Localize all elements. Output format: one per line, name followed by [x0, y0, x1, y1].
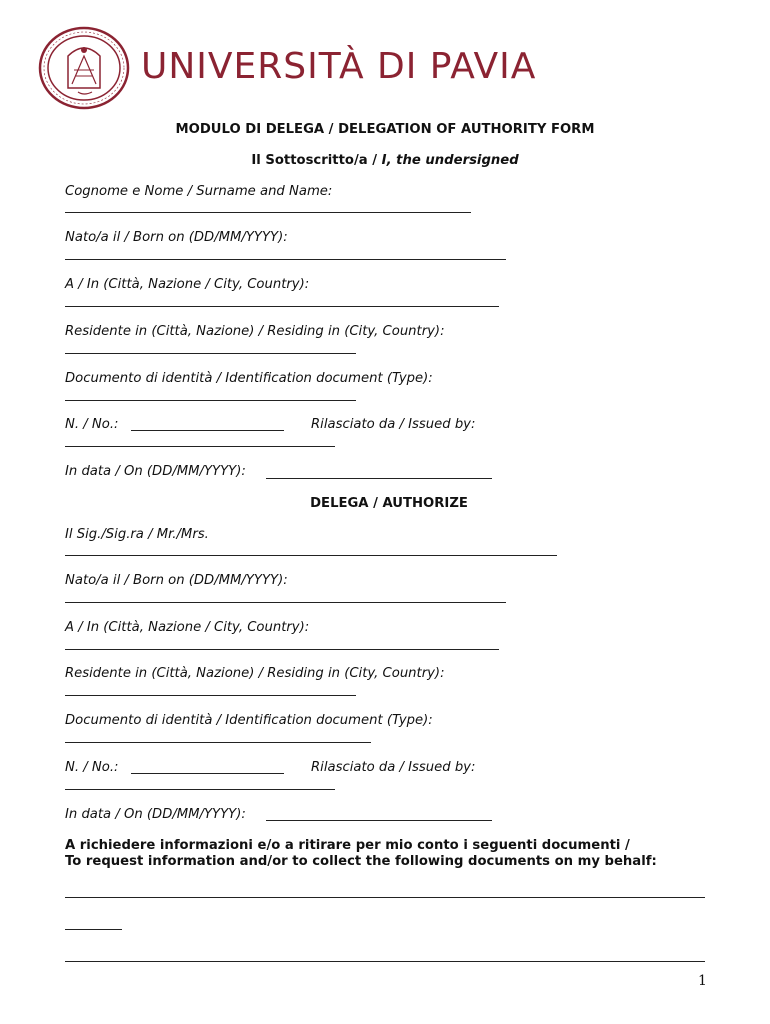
undersigned-heading [0, 153, 770, 169]
documents-line-2[interactable] [65, 961, 705, 962]
delegator-born-field[interactable] [65, 259, 506, 260]
delegate-doc-label: Documento di identità / Identification document (Type): [65, 713, 433, 728]
undersigned-it: Il Sottoscritto/a / [251, 153, 382, 168]
request-it: A richiedere informazioni e/o a ritirare per mio conto i seguenti documenti / [65, 838, 630, 853]
documents-line-1-continued[interactable] [65, 929, 122, 930]
delegate-doc-field[interactable] [65, 742, 371, 743]
request-en: To request information and/or to collect the following documents on my behalf: [65, 854, 657, 869]
delegate-date-label: In data / On (DD/MM/YYYY): [65, 807, 246, 822]
delegator-issued-label: Rilasciato da / Issued by: [311, 417, 476, 432]
university-seal-icon [38, 26, 130, 110]
form-title: MODULO DI DELEGA / DELEGATION OF AUTHORITY FORM [175, 122, 595, 137]
delegate-no-label: N. / No.: [65, 760, 119, 775]
delegate-name-label: Il Sig./Sig.ra / Mr./Mrs. [65, 527, 209, 542]
delegate-place-field[interactable] [65, 649, 499, 650]
delegate-name-field[interactable] [65, 555, 557, 556]
delegator-place-label: A / In (Città, Nazione / City, Country): [65, 277, 310, 292]
delegator-doc-field[interactable] [65, 400, 356, 401]
delegate-no-field[interactable] [131, 773, 284, 774]
delegator-place-field[interactable] [65, 306, 499, 307]
delegate-issued-label: Rilasciato da / Issued by: [311, 760, 476, 775]
delegator-issued-field[interactable] [65, 446, 335, 447]
letterhead [38, 26, 738, 110]
undersigned-en: I, the undersigned [381, 153, 519, 168]
university-name: UNIVERSITÀ DI PAVIA [141, 46, 537, 87]
delegate-born-field[interactable] [65, 602, 506, 603]
delegator-born-label: Nato/a il / Born on (DD/MM/YYYY): [65, 230, 288, 245]
authorize-heading: DELEGA / AUTHORIZE [310, 496, 468, 511]
delegator-name-field[interactable] [65, 212, 471, 213]
documents-line-1[interactable] [65, 897, 705, 898]
delegator-doc-label: Documento di identità / Identification document (Type): [65, 371, 433, 386]
delegate-residence-field[interactable] [65, 695, 356, 696]
delegate-date-field[interactable] [266, 820, 492, 821]
delegator-residence-field[interactable] [65, 353, 356, 354]
page-number: 1 [698, 973, 707, 989]
delegator-name-label: Cognome e Nome / Surname and Name: [65, 184, 333, 199]
delegate-born-label: Nato/a il / Born on (DD/MM/YYYY): [65, 573, 288, 588]
delegator-date-label: In data / On (DD/MM/YYYY): [65, 464, 246, 479]
delegator-residence-label: Residente in (Città, Nazione) / Residing in (City, Country): [65, 324, 445, 339]
delegate-residence-label: Residente in (Città, Nazione) / Residing in (City, Country): [65, 666, 445, 681]
delegate-place-label: A / In (Città, Nazione / City, Country): [65, 620, 310, 635]
delegator-no-label: N. / No.: [65, 417, 119, 432]
delegate-issued-field[interactable] [65, 789, 335, 790]
delegator-date-field[interactable] [266, 478, 492, 479]
delegator-no-field[interactable] [131, 430, 284, 431]
